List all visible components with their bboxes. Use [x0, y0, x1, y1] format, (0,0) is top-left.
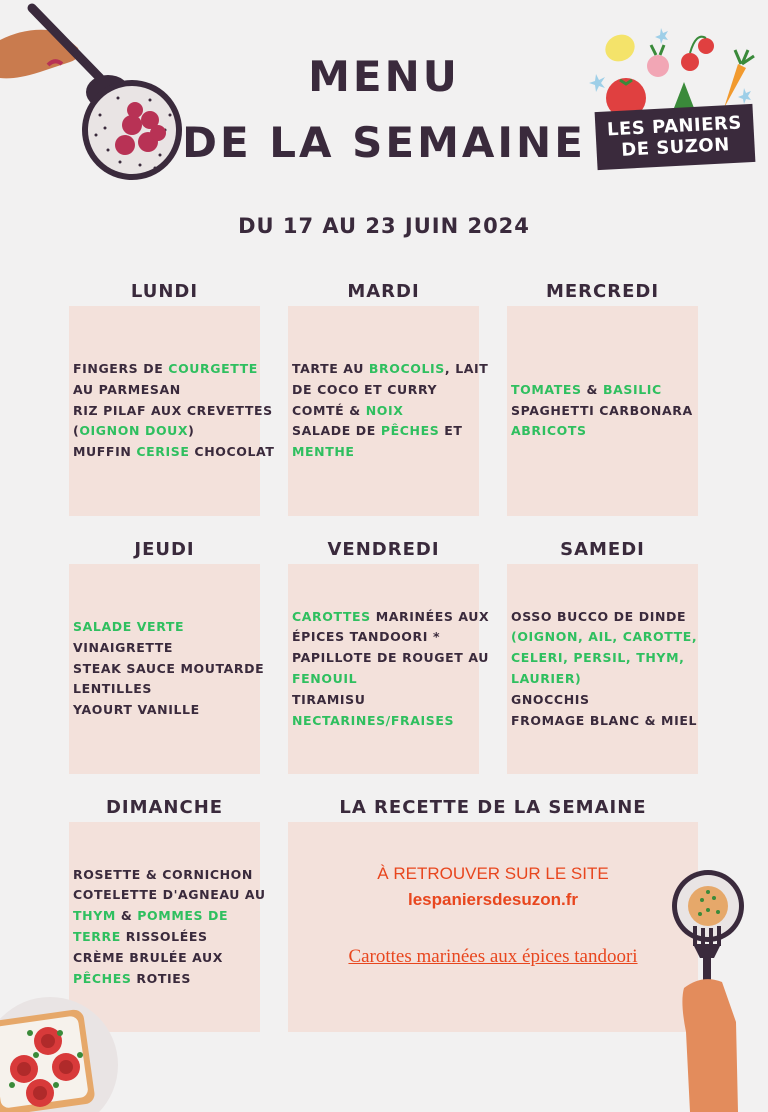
menu-card-mardi	[288, 306, 489, 516]
menu-line	[73, 906, 256, 927]
menu-text: AU PARMESAN	[73, 381, 181, 397]
seasonal-ingredient: POMMES DE	[137, 908, 229, 924]
menu-text: TIRAMISU	[292, 691, 366, 707]
recipe-intro: À RETROUVER SUR LE SITE	[377, 864, 609, 883]
menu-text: OSSO BUCCO DE DINDE	[511, 608, 687, 624]
seasonal-ingredient: SALADE VERTE	[73, 619, 185, 634]
menu-text: SPAGHETTI CARBONARA	[511, 402, 693, 418]
page-title-line2: DE LA SEMAINE	[182, 118, 586, 167]
menu-line	[292, 648, 490, 669]
seasonal-ingredient: (OIGNON, AIL, CAROTTE,	[511, 629, 698, 645]
menu-text: DE COCO ET CURRY	[292, 381, 438, 397]
day-title-jeudi: JEUDI	[134, 539, 195, 560]
menu-card-mercredi	[507, 306, 698, 516]
menu-card-lundi	[69, 306, 275, 516]
menu-line	[73, 927, 256, 948]
logo-line2: DE SUZON	[620, 134, 731, 161]
menu-line	[73, 700, 256, 721]
menu-text: COMTÉ &	[292, 402, 366, 418]
menu-text: LENTILLES	[73, 681, 153, 697]
page-title-line1: MENU	[308, 52, 460, 101]
menu-line	[292, 690, 475, 711]
menu-text: &	[115, 908, 138, 924]
menu-line	[73, 380, 256, 401]
menu-text: ET	[439, 423, 463, 439]
seasonal-ingredient: TOMATES	[511, 381, 582, 397]
menu-text: )	[188, 423, 195, 439]
menu-text: TARTE AU	[292, 361, 369, 376]
day-title-lundi: LUNDI	[130, 281, 199, 302]
menu-card-samedi	[507, 564, 698, 774]
seasonal-ingredient: NOIX	[365, 402, 404, 418]
seasonal-ingredient: BROCOLIS	[368, 361, 445, 376]
tomato-toast-illustration	[0, 985, 125, 1112]
menu-line	[73, 885, 266, 906]
seasonal-ingredient: CAROTTES	[292, 608, 371, 624]
menu-text: VINAIGRETTE	[73, 639, 174, 655]
menu-text: &	[581, 381, 603, 397]
menu-line	[73, 359, 256, 380]
recipe-heading: LA RECETTE DE LA SEMAINE	[339, 797, 647, 818]
day-title-vendredi: VENDREDI	[327, 539, 440, 560]
seasonal-ingredient: COURGETTE	[168, 361, 258, 376]
menu-line	[73, 442, 275, 463]
menu-text: YAOURT VANILLE	[73, 702, 200, 718]
seasonal-ingredient: TERRE	[73, 929, 121, 944]
menu-line	[511, 711, 698, 732]
seasonal-ingredient: THYM	[73, 908, 116, 924]
seasonal-ingredient: CERISE	[136, 444, 190, 460]
menu-line	[511, 627, 698, 648]
menu-text: ROTIES	[131, 970, 192, 986]
menu-text: MARINÉES AUX	[370, 608, 490, 624]
menu-line	[73, 948, 256, 969]
menu-line	[292, 380, 475, 401]
logo-line1: LES PANIERS	[606, 112, 743, 141]
menu-line	[292, 607, 490, 628]
brand-logo	[595, 104, 756, 170]
day-title-mardi: MARDI	[347, 281, 420, 302]
menu-text: RIZ PILAF AUX CREVETTES	[73, 402, 273, 418]
menu-text: CHOCOLAT	[189, 444, 275, 460]
menu-card-jeudi	[69, 564, 265, 774]
menu-line	[292, 442, 475, 463]
menu-line	[73, 421, 256, 442]
menu-text: , LAIT	[444, 361, 489, 376]
menu-text: SALADE DE	[292, 423, 381, 439]
menu-text: MUFFIN	[73, 444, 137, 460]
menu-line	[511, 401, 694, 422]
menu-line	[73, 865, 256, 886]
menu-line	[292, 421, 475, 442]
menu-text: CRÈME BRULÉE AUX	[73, 949, 224, 965]
menu-line	[73, 638, 256, 659]
seasonal-ingredient: NECTARINES/FRAISES	[292, 712, 455, 728]
menu-text: PAPILLOTE DE ROUGET AU	[292, 650, 490, 666]
menu-line	[511, 380, 694, 401]
menu-line	[292, 401, 475, 422]
menu-line	[511, 607, 694, 628]
menu-text: RISSOLÉES	[120, 929, 208, 944]
day-title-mercredi: MERCREDI	[545, 281, 660, 302]
menu-text: ROSETTE & CORNICHON	[73, 866, 253, 882]
menu-text: FINGERS DE	[73, 361, 169, 376]
menu-text: GNOCCHIS	[511, 691, 590, 707]
seasonal-ingredient: PÊCHES	[73, 970, 132, 986]
menu-text: COTELETTE D'AGNEAU AU	[73, 887, 266, 903]
menu-line	[511, 421, 694, 442]
day-title-dimanche: DIMANCHE	[105, 797, 224, 818]
date-range: DU 17 AU 23 JUIN 2024	[238, 214, 530, 238]
recipe-card	[288, 822, 698, 1032]
menu-text: FROMAGE BLANC & MIEL	[511, 712, 698, 728]
menu-line	[73, 617, 256, 638]
recipe-link[interactable]: Carottes marinées aux épices tandoori	[348, 946, 638, 967]
menu-line	[511, 669, 694, 690]
menu-line	[73, 659, 265, 680]
menu-text: ÉPICES TANDOORI *	[292, 629, 441, 645]
menu-line	[292, 711, 475, 732]
recipe-site-link[interactable]: lespaniersdesuzon.fr	[407, 890, 579, 909]
seasonal-ingredient: FENOUIL	[292, 671, 358, 686]
menu-line	[292, 627, 475, 648]
fork-meatball-illustration	[662, 862, 748, 1112]
seasonal-ingredient: LAURIER)	[511, 671, 582, 686]
menu-line	[511, 690, 694, 711]
seasonal-ingredient: BASILIC	[602, 381, 662, 397]
seasonal-ingredient: CELERI, PERSIL, THYM,	[511, 650, 685, 666]
seasonal-ingredient: OIGNON DOUX	[79, 423, 189, 439]
menu-line	[511, 648, 694, 669]
menu-line	[292, 669, 475, 690]
menu-card-vendredi	[288, 564, 490, 774]
seasonal-ingredient: ABRICOTS	[511, 423, 587, 439]
menu-text: STEAK SAUCE MOUTARDE	[73, 660, 265, 676]
menu-line	[73, 679, 256, 700]
menu-text: (	[73, 423, 80, 439]
day-title-samedi: SAMEDI	[560, 539, 645, 560]
menu-line	[292, 359, 489, 380]
seasonal-ingredient: PÊCHES	[380, 423, 440, 439]
seasonal-ingredient: MENTHE	[292, 444, 355, 460]
menu-line	[73, 401, 273, 422]
